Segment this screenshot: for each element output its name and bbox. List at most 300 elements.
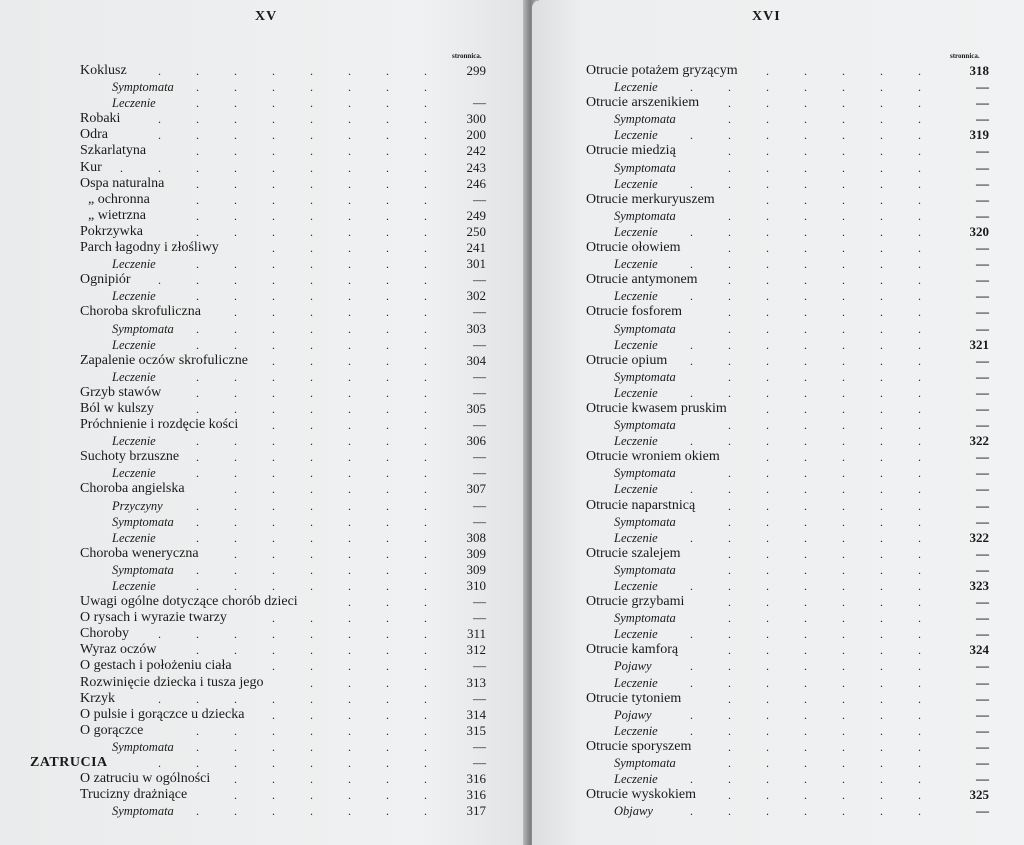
leader-dot: . [766, 562, 769, 577]
leader-dot: . [424, 385, 427, 400]
leader-dot: . [804, 482, 807, 497]
leader-dot: . [234, 466, 237, 481]
leader-dot: . [158, 64, 161, 78]
leader-dot: . [918, 611, 921, 626]
leader-dot: . [310, 434, 313, 449]
entry-label: Symptomata [112, 739, 174, 754]
leader-dot: . [348, 723, 351, 738]
leader-dot: . [728, 691, 731, 706]
leader-dot: . [766, 144, 769, 159]
leader-dot: . [234, 224, 237, 239]
entry-label: Zapalenie oczów skrofuliczne [80, 352, 248, 368]
index-entry [0, 562, 528, 578]
leader-dot: . [424, 514, 427, 529]
index-entry [0, 594, 528, 610]
leader-dot: . [842, 321, 845, 336]
leader-dot: . [348, 804, 351, 819]
leader-dot: . [804, 289, 807, 304]
index-entry [532, 304, 1024, 320]
leader-dot: . [272, 466, 275, 481]
index-entry [532, 63, 1024, 79]
leader-dot: . [386, 160, 389, 175]
entry-page-number: 200 [466, 127, 486, 143]
leader-dot: . [728, 224, 731, 239]
leader-dot: . [234, 546, 237, 561]
index-entry [532, 481, 1024, 497]
leader-dot: . [918, 144, 921, 159]
leader-dot: . [272, 385, 275, 400]
leader-dot: . [842, 756, 845, 771]
leader-dot: . [234, 112, 237, 127]
leader-dot: . [272, 723, 275, 738]
leader-dots [0, 224, 440, 240]
entry-label: Choroba weneryczna [80, 545, 199, 561]
leader-dot: . [272, 224, 275, 239]
entry-page-number: 319 [969, 127, 989, 143]
leader-dot: . [766, 772, 769, 787]
leader-dot: . [196, 627, 199, 642]
leader-dot: . [728, 337, 731, 352]
leader-dot: . [728, 627, 731, 642]
entry-page-number: 325 [969, 787, 989, 803]
leader-dot: . [880, 305, 883, 320]
leader-dot: . [348, 611, 351, 626]
leader-dot: . [804, 257, 807, 272]
leader-dot: . [728, 611, 731, 626]
leader-dot: . [804, 450, 807, 465]
leader-dot: . [842, 546, 845, 561]
entry-label: Otrucie grzybami [586, 594, 685, 610]
leader-dot: . [918, 112, 921, 127]
leader-dot: . [842, 434, 845, 449]
index-entry [0, 755, 528, 771]
entry-label: Otrucie naparstnicą [586, 497, 696, 513]
leader-dot: . [234, 176, 237, 191]
entry-label: Krzyk [80, 690, 115, 706]
leader-dot: . [424, 530, 427, 545]
entry-label: Pokrzywka [80, 223, 143, 239]
leader-dot: . [804, 788, 807, 803]
leader-dot: . [728, 369, 731, 384]
leader-dot: . [234, 739, 237, 754]
leader-dot: . [918, 691, 921, 706]
leader-dot: . [880, 611, 883, 626]
entry-page-number: 301 [466, 256, 486, 272]
leader-dot: . [918, 192, 921, 207]
entry-label: Leczenie [614, 224, 658, 239]
leader-dot: . [310, 64, 313, 78]
leader-dot: . [690, 289, 693, 304]
leader-dot: . [728, 321, 731, 336]
leader-dot: . [386, 289, 389, 304]
leader-dot: . [196, 723, 199, 738]
leader-dot: . [766, 659, 769, 674]
entry-label: Symptomata [112, 804, 174, 819]
leader-dots [0, 160, 440, 176]
entry-page-number: — [976, 658, 989, 674]
leader-dot: . [804, 514, 807, 529]
entry-label: Szkarlatyna [80, 143, 147, 159]
entry-label: Otrucie sporyszem [586, 738, 692, 754]
leader-dot: . [804, 434, 807, 449]
entry-label: Pojawy [614, 659, 652, 674]
leader-dot: . [880, 192, 883, 207]
entry-page-number: 246 [466, 175, 486, 191]
entry-page-number: 320 [969, 223, 989, 239]
entry-page-number: 315 [466, 722, 486, 738]
leader-dot: . [424, 772, 427, 787]
leader-dot: . [272, 112, 275, 127]
leader-dot: . [918, 804, 921, 819]
leader-dot: . [804, 224, 807, 239]
leader-dot: . [766, 595, 769, 610]
leader-dot: . [918, 723, 921, 738]
leader-dot: . [310, 257, 313, 272]
index-entry [0, 433, 528, 449]
index-entry [0, 401, 528, 417]
leader-dots [532, 385, 937, 401]
leader-dot: . [348, 385, 351, 400]
index-entry [0, 658, 528, 674]
leader-dot: . [804, 546, 807, 561]
index-entry [0, 771, 528, 787]
leader-dot: . [310, 739, 313, 754]
leader-dot: . [348, 643, 351, 658]
entry-page-number: — [473, 336, 486, 352]
entry-label: ZATRUCIA [30, 755, 108, 771]
entry-page-number: — [976, 272, 989, 288]
leader-dots [0, 530, 440, 546]
leader-dot: . [348, 418, 351, 433]
leader-dot: . [880, 257, 883, 272]
leader-dots [532, 160, 937, 176]
leader-dot: . [196, 289, 199, 304]
leader-dot: . [842, 643, 845, 658]
leader-dot: . [690, 530, 693, 545]
entry-label: Leczenie [614, 723, 658, 738]
leader-dot: . [196, 96, 199, 111]
leader-dot: . [348, 257, 351, 272]
leader-dot: . [310, 772, 313, 787]
leader-dot: . [842, 788, 845, 803]
entry-page-number: — [976, 626, 989, 642]
leader-dot: . [880, 128, 883, 143]
leader-dot: . [424, 96, 427, 111]
entry-label: Otrucie miedzią [586, 143, 676, 159]
leader-dot: . [196, 64, 199, 78]
entry-page-number: 302 [466, 288, 486, 304]
leader-dot: . [728, 788, 731, 803]
leader-dot: . [842, 707, 845, 722]
leader-dot: . [158, 273, 161, 288]
leader-dot: . [272, 627, 275, 642]
leader-dot: . [766, 804, 769, 819]
leader-dot: . [348, 659, 351, 674]
leader-dot: . [842, 224, 845, 239]
leader-dot: . [842, 144, 845, 159]
leader-dot: . [348, 707, 351, 722]
leader-dot: . [918, 418, 921, 433]
leader-dot: . [766, 675, 769, 690]
leader-dot: . [728, 723, 731, 738]
leader-dot: . [804, 739, 807, 754]
leader-dot: . [310, 273, 313, 288]
leader-dot: . [842, 353, 845, 368]
leader-dot: . [310, 401, 313, 416]
leader-dot: . [728, 418, 731, 433]
leader-dot: . [842, 64, 845, 78]
leader-dots [532, 514, 937, 530]
entry-page-number: 300 [466, 111, 486, 127]
leader-dots [532, 321, 937, 337]
index-entry [0, 675, 528, 691]
leader-dot: . [842, 595, 845, 610]
leader-dot: . [348, 627, 351, 642]
leader-dot: . [918, 788, 921, 803]
leader-dot: . [386, 434, 389, 449]
entry-label: Otrucie kwasem pruskim [586, 400, 727, 416]
leader-dot: . [386, 595, 389, 610]
leader-dot: . [272, 192, 275, 207]
leader-dots [0, 192, 440, 208]
index-entry [0, 321, 528, 337]
index-entry [532, 272, 1024, 288]
entry-page-number: — [976, 207, 989, 223]
index-entry [0, 610, 528, 626]
leader-dot: . [690, 434, 693, 449]
leader-dot: . [310, 723, 313, 738]
index-entry [0, 337, 528, 353]
leader-dot: . [386, 788, 389, 803]
leader-dot: . [272, 691, 275, 706]
leader-dot: . [918, 466, 921, 481]
entry-page-number: — [976, 722, 989, 738]
entry-page-number: — [976, 191, 989, 207]
index-entry [0, 160, 528, 176]
entry-label: Leczenie [112, 337, 156, 352]
leader-dot: . [348, 128, 351, 143]
leader-dot: . [348, 450, 351, 465]
leader-dot: . [728, 144, 731, 159]
entry-page-number: — [976, 352, 989, 368]
leader-dot: . [690, 707, 693, 722]
leader-dot: . [766, 401, 769, 416]
leader-dot: . [272, 241, 275, 256]
leader-dot: . [804, 273, 807, 288]
leader-dot: . [918, 450, 921, 465]
leader-dot: . [424, 353, 427, 368]
leader-dot: . [386, 627, 389, 642]
entry-label: Otrucie merkuryuszem [586, 191, 715, 207]
entry-page-number: — [473, 610, 486, 626]
entry-page-number: 299 [466, 63, 486, 78]
entry-label: Leczenie [614, 128, 658, 143]
leader-dot: . [804, 723, 807, 738]
leader-dot: . [424, 80, 427, 95]
index-entry [0, 417, 528, 433]
leader-dot: . [804, 128, 807, 143]
leader-dot: . [424, 804, 427, 819]
entry-label: Symptomata [112, 562, 174, 577]
leader-dot: . [766, 546, 769, 561]
leader-dot: . [120, 160, 123, 175]
leader-dot: . [424, 257, 427, 272]
entry-label: Leczenie [614, 289, 658, 304]
entry-label: Suchoty brzuszne [80, 449, 180, 465]
leader-dot: . [310, 691, 313, 706]
leader-dot: . [310, 96, 313, 111]
leader-dot: . [766, 530, 769, 545]
leader-dot: . [348, 369, 351, 384]
index-entry [0, 176, 528, 192]
leader-dot: . [766, 627, 769, 642]
leader-dot: . [804, 305, 807, 320]
entry-page-number: — [976, 159, 989, 175]
leader-dot: . [196, 401, 199, 416]
leader-dot: . [348, 112, 351, 127]
leader-dot: . [842, 337, 845, 352]
leader-dot: . [386, 450, 389, 465]
index-entry [0, 224, 528, 240]
leader-dots [532, 224, 937, 240]
leader-dot: . [234, 530, 237, 545]
leader-dot: . [918, 337, 921, 352]
leader-dot: . [424, 723, 427, 738]
index-entry [532, 127, 1024, 143]
leader-dot: . [234, 160, 237, 175]
index-entry [0, 803, 528, 819]
leader-dot: . [728, 579, 731, 593]
entry-page-number: — [976, 674, 989, 690]
index-entry [0, 369, 528, 385]
leader-dot: . [348, 788, 351, 803]
entry-page-number: 305 [466, 400, 486, 416]
entry-label: Grzyb stawów [80, 384, 162, 400]
leader-dots [0, 272, 440, 288]
leader-dot: . [880, 369, 883, 384]
leader-dot: . [690, 659, 693, 674]
leader-dot: . [918, 160, 921, 175]
index-entry [532, 337, 1024, 353]
leader-dot: . [234, 192, 237, 207]
leader-dot: . [272, 80, 275, 95]
index-entry [0, 256, 528, 272]
leader-dot: . [310, 450, 313, 465]
leader-dot: . [234, 579, 237, 593]
leader-dot: . [234, 450, 237, 465]
leader-dot: . [728, 675, 731, 690]
leader-dot: . [918, 643, 921, 658]
leader-dot: . [196, 530, 199, 545]
entry-page-number: — [976, 497, 989, 513]
leader-dot: . [880, 80, 883, 95]
leader-dot: . [196, 80, 199, 95]
leader-dots [532, 562, 937, 578]
leader-dot: . [234, 257, 237, 272]
index-entry [532, 755, 1024, 771]
leader-dot: . [310, 176, 313, 191]
leader-dot: . [804, 96, 807, 111]
entry-label: Choroba angielska [80, 481, 185, 497]
leader-dot: . [158, 128, 161, 143]
entry-page-number: 249 [466, 207, 486, 223]
leader-dot: . [880, 64, 883, 78]
leader-dot: . [196, 192, 199, 207]
leader-dot: . [842, 530, 845, 545]
entry-label: Otrucie opium [586, 352, 668, 368]
entry-page-number: 313 [466, 674, 486, 690]
leader-dot: . [804, 160, 807, 175]
entry-page-number: — [473, 755, 486, 771]
entry-label: Leczenie [112, 257, 156, 272]
entry-page-number: 304 [466, 352, 486, 368]
leader-dot: . [272, 788, 275, 803]
leader-dot: . [804, 707, 807, 722]
leader-dot: . [386, 675, 389, 690]
leader-dot: . [918, 289, 921, 304]
leader-dot: . [272, 257, 275, 272]
leader-dot: . [804, 627, 807, 642]
leader-dot: . [918, 208, 921, 223]
leader-dot: . [348, 530, 351, 545]
leader-dot: . [386, 643, 389, 658]
leader-dot: . [196, 176, 199, 191]
entry-page-number: — [473, 658, 486, 674]
leader-dot: . [804, 579, 807, 593]
leader-dot: . [766, 353, 769, 368]
leader-dot: . [234, 434, 237, 449]
leader-dot: . [310, 321, 313, 336]
leader-dot: . [690, 257, 693, 272]
index-entry [0, 63, 528, 79]
leader-dot: . [424, 707, 427, 722]
leader-dot: . [690, 772, 693, 787]
index-entry [532, 626, 1024, 642]
leader-dot: . [196, 257, 199, 272]
index-entry [532, 578, 1024, 594]
entry-page-number: — [976, 111, 989, 127]
leader-dot: . [918, 498, 921, 513]
leader-dot: . [728, 241, 731, 256]
index-entry [0, 192, 528, 208]
entry-label: Symptomata [614, 466, 676, 481]
leader-dot: . [842, 450, 845, 465]
entry-label: Ognipiór [80, 272, 131, 288]
leader-dot: . [196, 337, 199, 352]
entry-label: Leczenie [112, 579, 156, 593]
leader-dot: . [310, 128, 313, 143]
leader-dot: . [386, 64, 389, 78]
leader-dot: . [234, 756, 237, 771]
leader-dot: . [196, 208, 199, 223]
leader-dot: . [386, 418, 389, 433]
leader-dot: . [272, 64, 275, 78]
leader-dot: . [196, 273, 199, 288]
leader-dot: . [386, 128, 389, 143]
index-entry [532, 610, 1024, 626]
entry-label: Leczenie [112, 289, 156, 304]
leader-dot: . [386, 80, 389, 95]
leader-dot: . [348, 353, 351, 368]
entry-label: Leczenie [614, 385, 658, 400]
leader-dot: . [310, 579, 313, 593]
leader-dot: . [272, 369, 275, 384]
leader-dot: . [842, 257, 845, 272]
leader-dot: . [804, 401, 807, 416]
leader-dot: . [842, 176, 845, 191]
leader-dot: . [386, 257, 389, 272]
entry-page-number: — [976, 465, 989, 481]
